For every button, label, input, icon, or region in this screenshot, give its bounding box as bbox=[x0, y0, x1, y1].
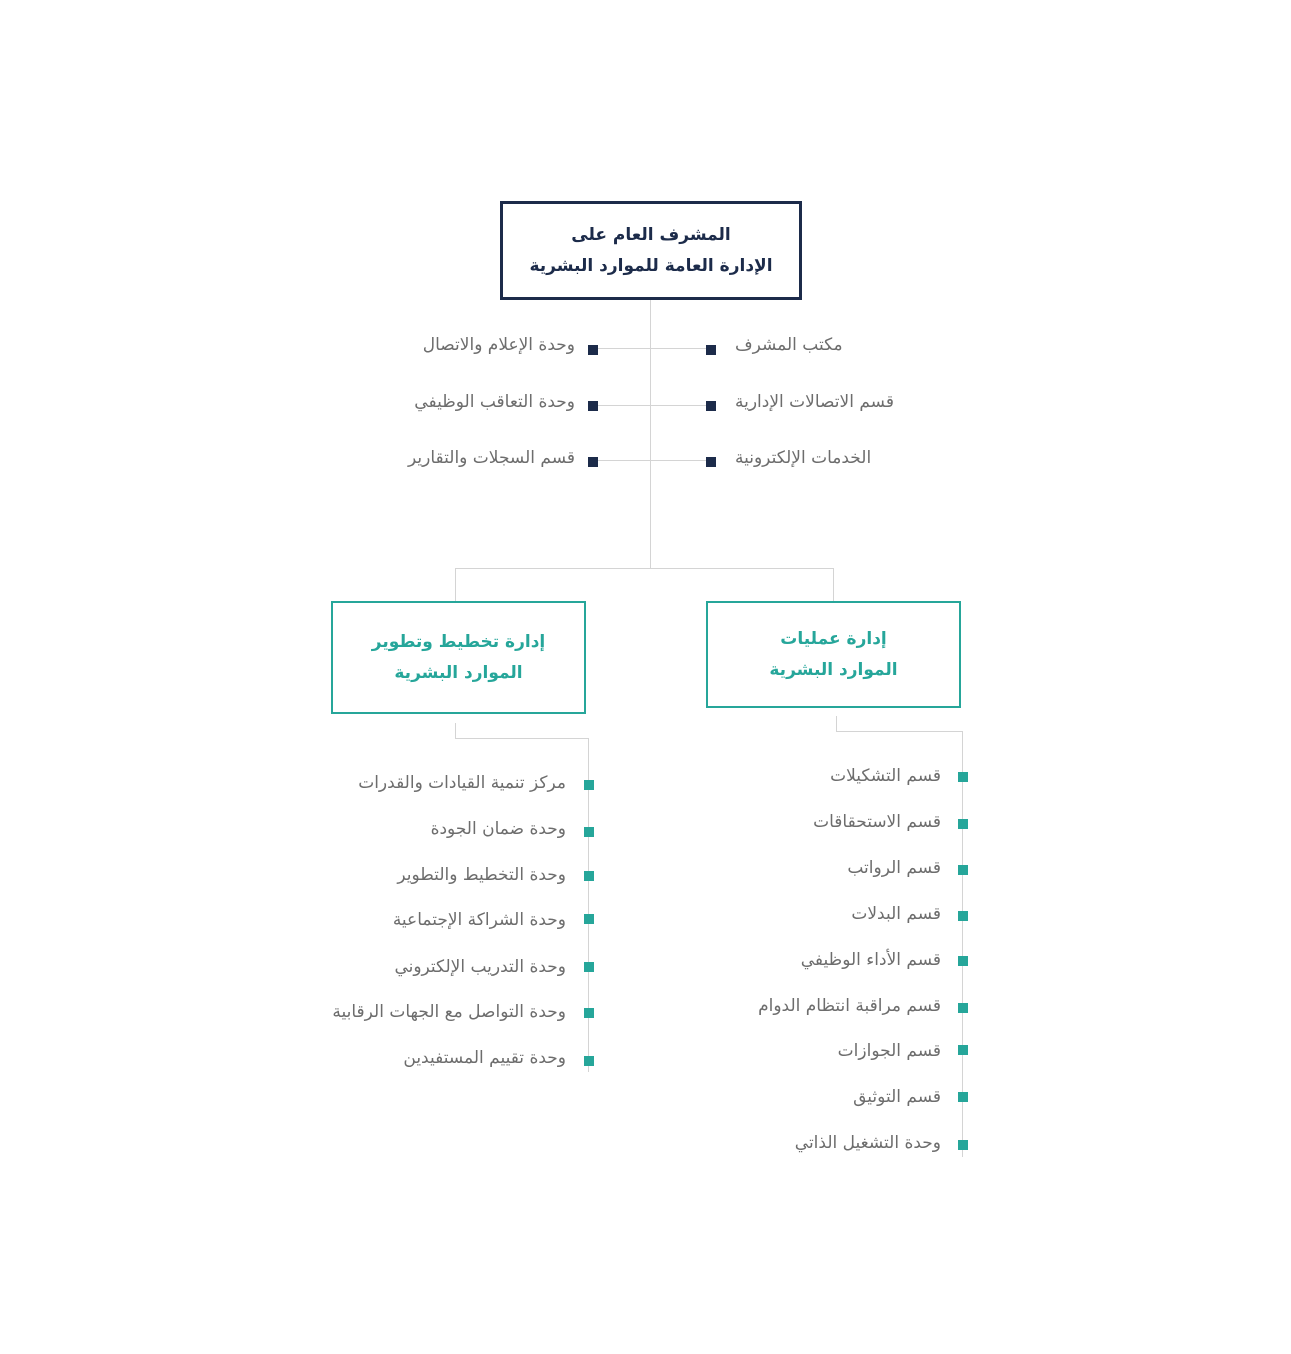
bullet-icon bbox=[706, 457, 716, 467]
hr-planning-item-7: وحدة تقييم المستفيدين bbox=[403, 1048, 566, 1068]
bullet-icon bbox=[958, 772, 968, 782]
right-drop-line bbox=[833, 568, 834, 602]
top-left-item-3: قسم السجلات والتقارير bbox=[408, 448, 575, 468]
top-right-item-1: مكتب المشرف bbox=[735, 335, 843, 355]
hr-operations-item-4: قسم البدلات bbox=[851, 904, 941, 924]
bullet-icon bbox=[958, 1045, 968, 1055]
hr-planning-title-line2: الموارد البشرية bbox=[394, 662, 523, 683]
bullet-icon bbox=[588, 457, 598, 467]
bullet-icon bbox=[706, 401, 716, 411]
hr-operations-item-1: قسم التشكيلات bbox=[830, 766, 941, 786]
right-sub-horizontal bbox=[836, 731, 963, 732]
general-supervisor-title-line2: الإدارة العامة للموارد البشرية bbox=[529, 255, 773, 276]
left-sub-horizontal bbox=[455, 738, 589, 739]
hr-operations-item-2: قسم الاستحقاقات bbox=[813, 812, 941, 832]
hr-planning-item-2: وحدة ضمان الجودة bbox=[430, 819, 566, 839]
bullet-icon bbox=[588, 401, 598, 411]
branch-line-1 bbox=[593, 348, 710, 349]
left-sub-drop bbox=[455, 723, 456, 739]
top-left-item-1: وحدة الإعلام والاتصال bbox=[422, 335, 575, 355]
hr-operations-title-line1: إدارة عمليات bbox=[780, 628, 887, 649]
bullet-icon bbox=[584, 827, 594, 837]
bullet-icon bbox=[584, 780, 594, 790]
hr-operations-item-8: قسم التوثيق bbox=[853, 1087, 941, 1107]
top-right-item-3: الخدمات الإلكترونية bbox=[735, 448, 872, 468]
bullet-icon bbox=[584, 914, 594, 924]
left-drop-line bbox=[455, 568, 456, 602]
branch-line-2 bbox=[593, 405, 710, 406]
bullet-icon bbox=[958, 956, 968, 966]
bullet-icon bbox=[958, 1092, 968, 1102]
bullet-icon bbox=[584, 871, 594, 881]
hr-operations-item-3: قسم الرواتب bbox=[847, 858, 941, 878]
hr-planning-item-5: وحدة التدريب الإلكتروني bbox=[394, 957, 566, 977]
branch-line-3 bbox=[593, 460, 710, 461]
main-vertical-line bbox=[650, 300, 651, 568]
top-right-item-2: قسم الاتصالات الإدارية bbox=[735, 392, 894, 412]
hr-operations-box bbox=[706, 601, 961, 708]
bullet-icon bbox=[958, 1003, 968, 1013]
general-supervisor-title-line1: المشرف العام على bbox=[571, 224, 731, 245]
bullet-icon bbox=[584, 1008, 594, 1018]
bullet-icon bbox=[588, 345, 598, 355]
hr-operations-title-line2: الموارد البشرية bbox=[769, 659, 898, 680]
bullet-icon bbox=[584, 962, 594, 972]
hr-operations-item-6: قسم مراقبة انتظام الدوام bbox=[758, 996, 941, 1016]
bullet-icon bbox=[958, 1140, 968, 1150]
general-supervisor-box bbox=[500, 201, 802, 300]
bullet-icon bbox=[584, 1056, 594, 1066]
bullet-icon bbox=[958, 819, 968, 829]
split-horizontal-line bbox=[455, 568, 834, 569]
hr-operations-item-7: قسم الجوازات bbox=[837, 1041, 941, 1061]
hr-planning-item-1: مركز تنمية القيادات والقدرات bbox=[358, 773, 566, 793]
hr-planning-item-3: وحدة التخطيط والتطوير bbox=[397, 865, 566, 885]
hr-planning-item-6: وحدة التواصل مع الجهات الرقابية bbox=[332, 1002, 566, 1022]
hr-planning-item-4: وحدة الشراكة الإجتماعية bbox=[392, 910, 566, 930]
bullet-icon bbox=[958, 865, 968, 875]
hr-operations-item-5: قسم الأداء الوظيفي bbox=[800, 950, 941, 970]
right-sub-drop bbox=[836, 716, 837, 732]
hr-planning-box bbox=[331, 601, 586, 714]
bullet-icon bbox=[958, 911, 968, 921]
top-left-item-2: وحدة التعاقب الوظيفي bbox=[414, 392, 575, 412]
bullet-icon bbox=[706, 345, 716, 355]
hr-operations-item-9: وحدة التشغيل الذاتي bbox=[794, 1133, 941, 1153]
hr-planning-title-line1: إدارة تخطيط وتطوير bbox=[371, 631, 546, 652]
